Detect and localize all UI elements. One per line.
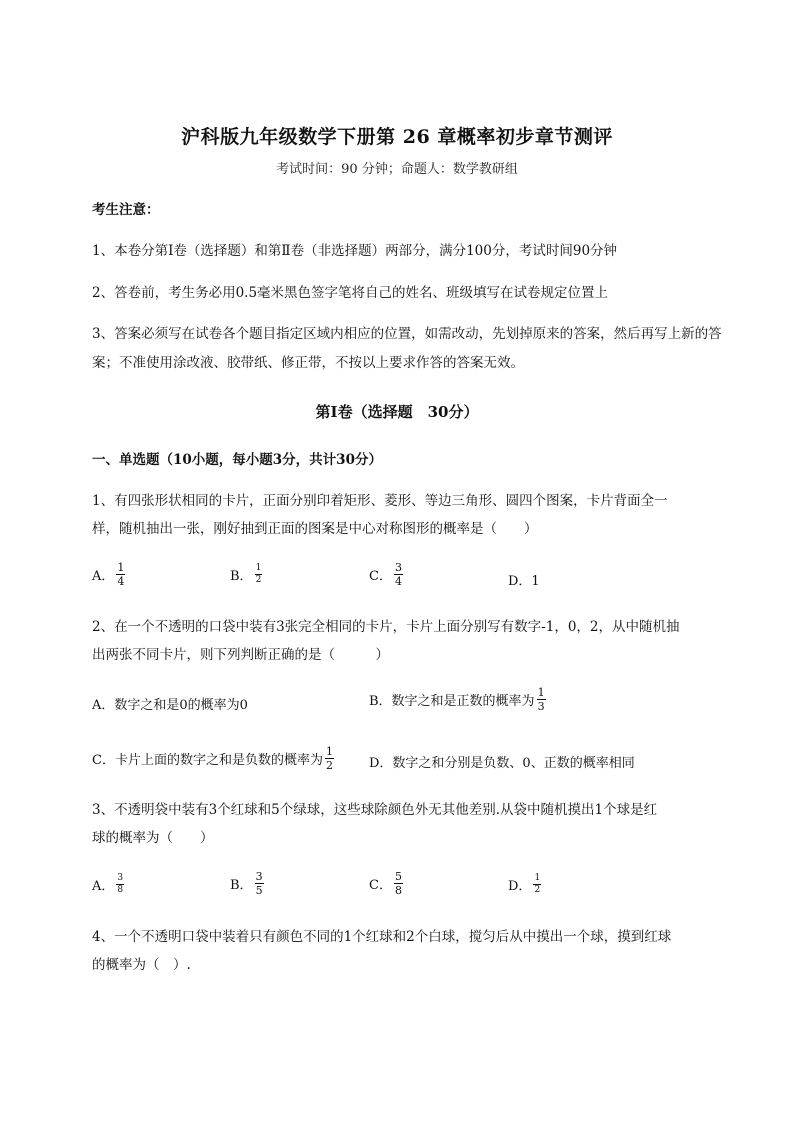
q3-option-d-fraction: [533, 873, 541, 896]
q3-option-d: [508, 873, 541, 896]
q2-option-c-text: C．卡片上面的数字之和是负数的概率为: [92, 753, 323, 768]
q3-option-a-label: A．: [92, 879, 115, 894]
fraction-numerator: 1: [325, 745, 333, 758]
q3-option-b: [230, 870, 264, 897]
q1-option-a-label: A．: [92, 569, 115, 584]
part-heading: 一、单选题（10小题，每小题3分，共计30分）: [92, 452, 382, 468]
q2-option-c: [92, 745, 334, 772]
notice-item-2: 2、答卷前，考生务必用0.5毫米黑色签字笔将自己的姓名、班级填写在试卷规定位置上: [92, 285, 609, 301]
fraction-denominator: 2: [534, 885, 541, 895]
section-title: 第Ⅰ卷（选择题 30分）: [315, 403, 479, 421]
fraction-numerator: 1: [255, 563, 262, 573]
fraction-numerator: 1: [117, 561, 125, 574]
fraction-denominator: 2: [255, 575, 262, 585]
exam-subtitle: 考试时间：90 分钟；命题人：数学教研组: [276, 162, 518, 177]
q2-option-b-text: B．数字之和是正数的概率为: [369, 694, 535, 709]
q1-stem-line1: 1、有四张形状相同的卡片，正面分别印着矩形、菱形、等边三角形、圆四个图案，卡片背面全一: [92, 493, 668, 509]
q1-option-a-fraction: [116, 561, 125, 588]
q3-option-c: [369, 870, 403, 897]
q2-stem-line1: 2、在一个不透明的口袋中装有3张完全相同的卡片，卡片上面分别写有数字-1，0，2，从中随机抽: [92, 619, 680, 635]
fraction-denominator: 3: [537, 700, 545, 713]
q3-option-c-fraction: [394, 870, 403, 897]
fraction-denominator: 5: [255, 884, 263, 897]
q2-option-c-fraction: [325, 745, 334, 772]
fraction-denominator: 4: [117, 575, 125, 588]
q1-stem-line2: 样，随机抽出一张，刚好抽到正面的图案是中心对称图形的概率是（ ）: [92, 521, 538, 537]
q3-option-b-fraction: [255, 870, 264, 897]
exam-title: 沪科版九年级数学下册第 26 章概率初步章节测评: [181, 126, 613, 148]
q3-stem-line2: 球的概率为（ ）: [92, 830, 214, 846]
fraction-denominator: 8: [117, 885, 124, 895]
q3-option-d-label: D．: [508, 879, 532, 894]
q2-option-b: [369, 686, 546, 713]
q1-option-c: [369, 561, 403, 588]
q3-option-b-label: B．: [230, 878, 253, 893]
q3-option-a-fraction: [116, 873, 124, 896]
fraction-numerator: 3: [394, 561, 402, 574]
q2-option-b-fraction: [537, 686, 546, 713]
q2-option-d: D．数字之和分别是负数、0、正数的概率相同: [369, 756, 635, 771]
q4-stem-line1: 4、一个不透明口袋中装着只有颜色不同的1个红球和2个白球，搅匀后从中摸出一个球，摸到红球: [92, 929, 672, 945]
fraction-numerator: 3: [255, 870, 263, 883]
fraction-denominator: 2: [325, 759, 333, 772]
q1-option-a: [92, 561, 125, 588]
q2-stem-line2: 出两张不同卡片，则下列判断正确的是（ ）: [92, 647, 389, 663]
q1-option-d: D．1: [508, 574, 540, 589]
q4-stem-line2: 的概率为（ ）.: [92, 957, 191, 973]
fraction-numerator: 1: [537, 686, 545, 699]
q3-option-a: [92, 873, 124, 896]
notice-item-3: 3、答案必须写在试卷各个题目指定区域内相应的位置，如需改动，先划掉原来的答案，然后再写上新的答案；不准使用涂改液、胶带纸、修正带，不按以上要求作答的答案无效。: [92, 326, 722, 371]
q1-option-b-label: B．: [230, 569, 253, 584]
fraction-denominator: 4: [394, 575, 402, 588]
q1-option-b-fraction: [255, 563, 263, 586]
notice-item-1: 1、本卷分第Ⅰ卷（选择题）和第Ⅱ卷（非选择题）两部分，满分100分，考试时间90分钟: [92, 243, 618, 259]
q1-option-b: [230, 563, 262, 586]
fraction-denominator: 8: [394, 884, 402, 897]
q3-stem-line1: 3、不透明袋中装有3个红球和5个绿球，这些球除颜色外无其他差别.从袋中随机摸出1个球是红: [92, 802, 658, 818]
q2-option-a: A．数字之和是0的概率为0: [92, 698, 248, 713]
fraction-numerator: 5: [394, 870, 402, 883]
notice-heading: 考生注意：: [92, 202, 160, 218]
fraction-numerator: 1: [534, 873, 541, 883]
fraction-numerator: 3: [117, 873, 124, 883]
q3-option-c-label: C．: [369, 878, 392, 893]
q1-option-c-fraction: [394, 561, 403, 588]
q1-option-c-label: C．: [369, 569, 392, 584]
